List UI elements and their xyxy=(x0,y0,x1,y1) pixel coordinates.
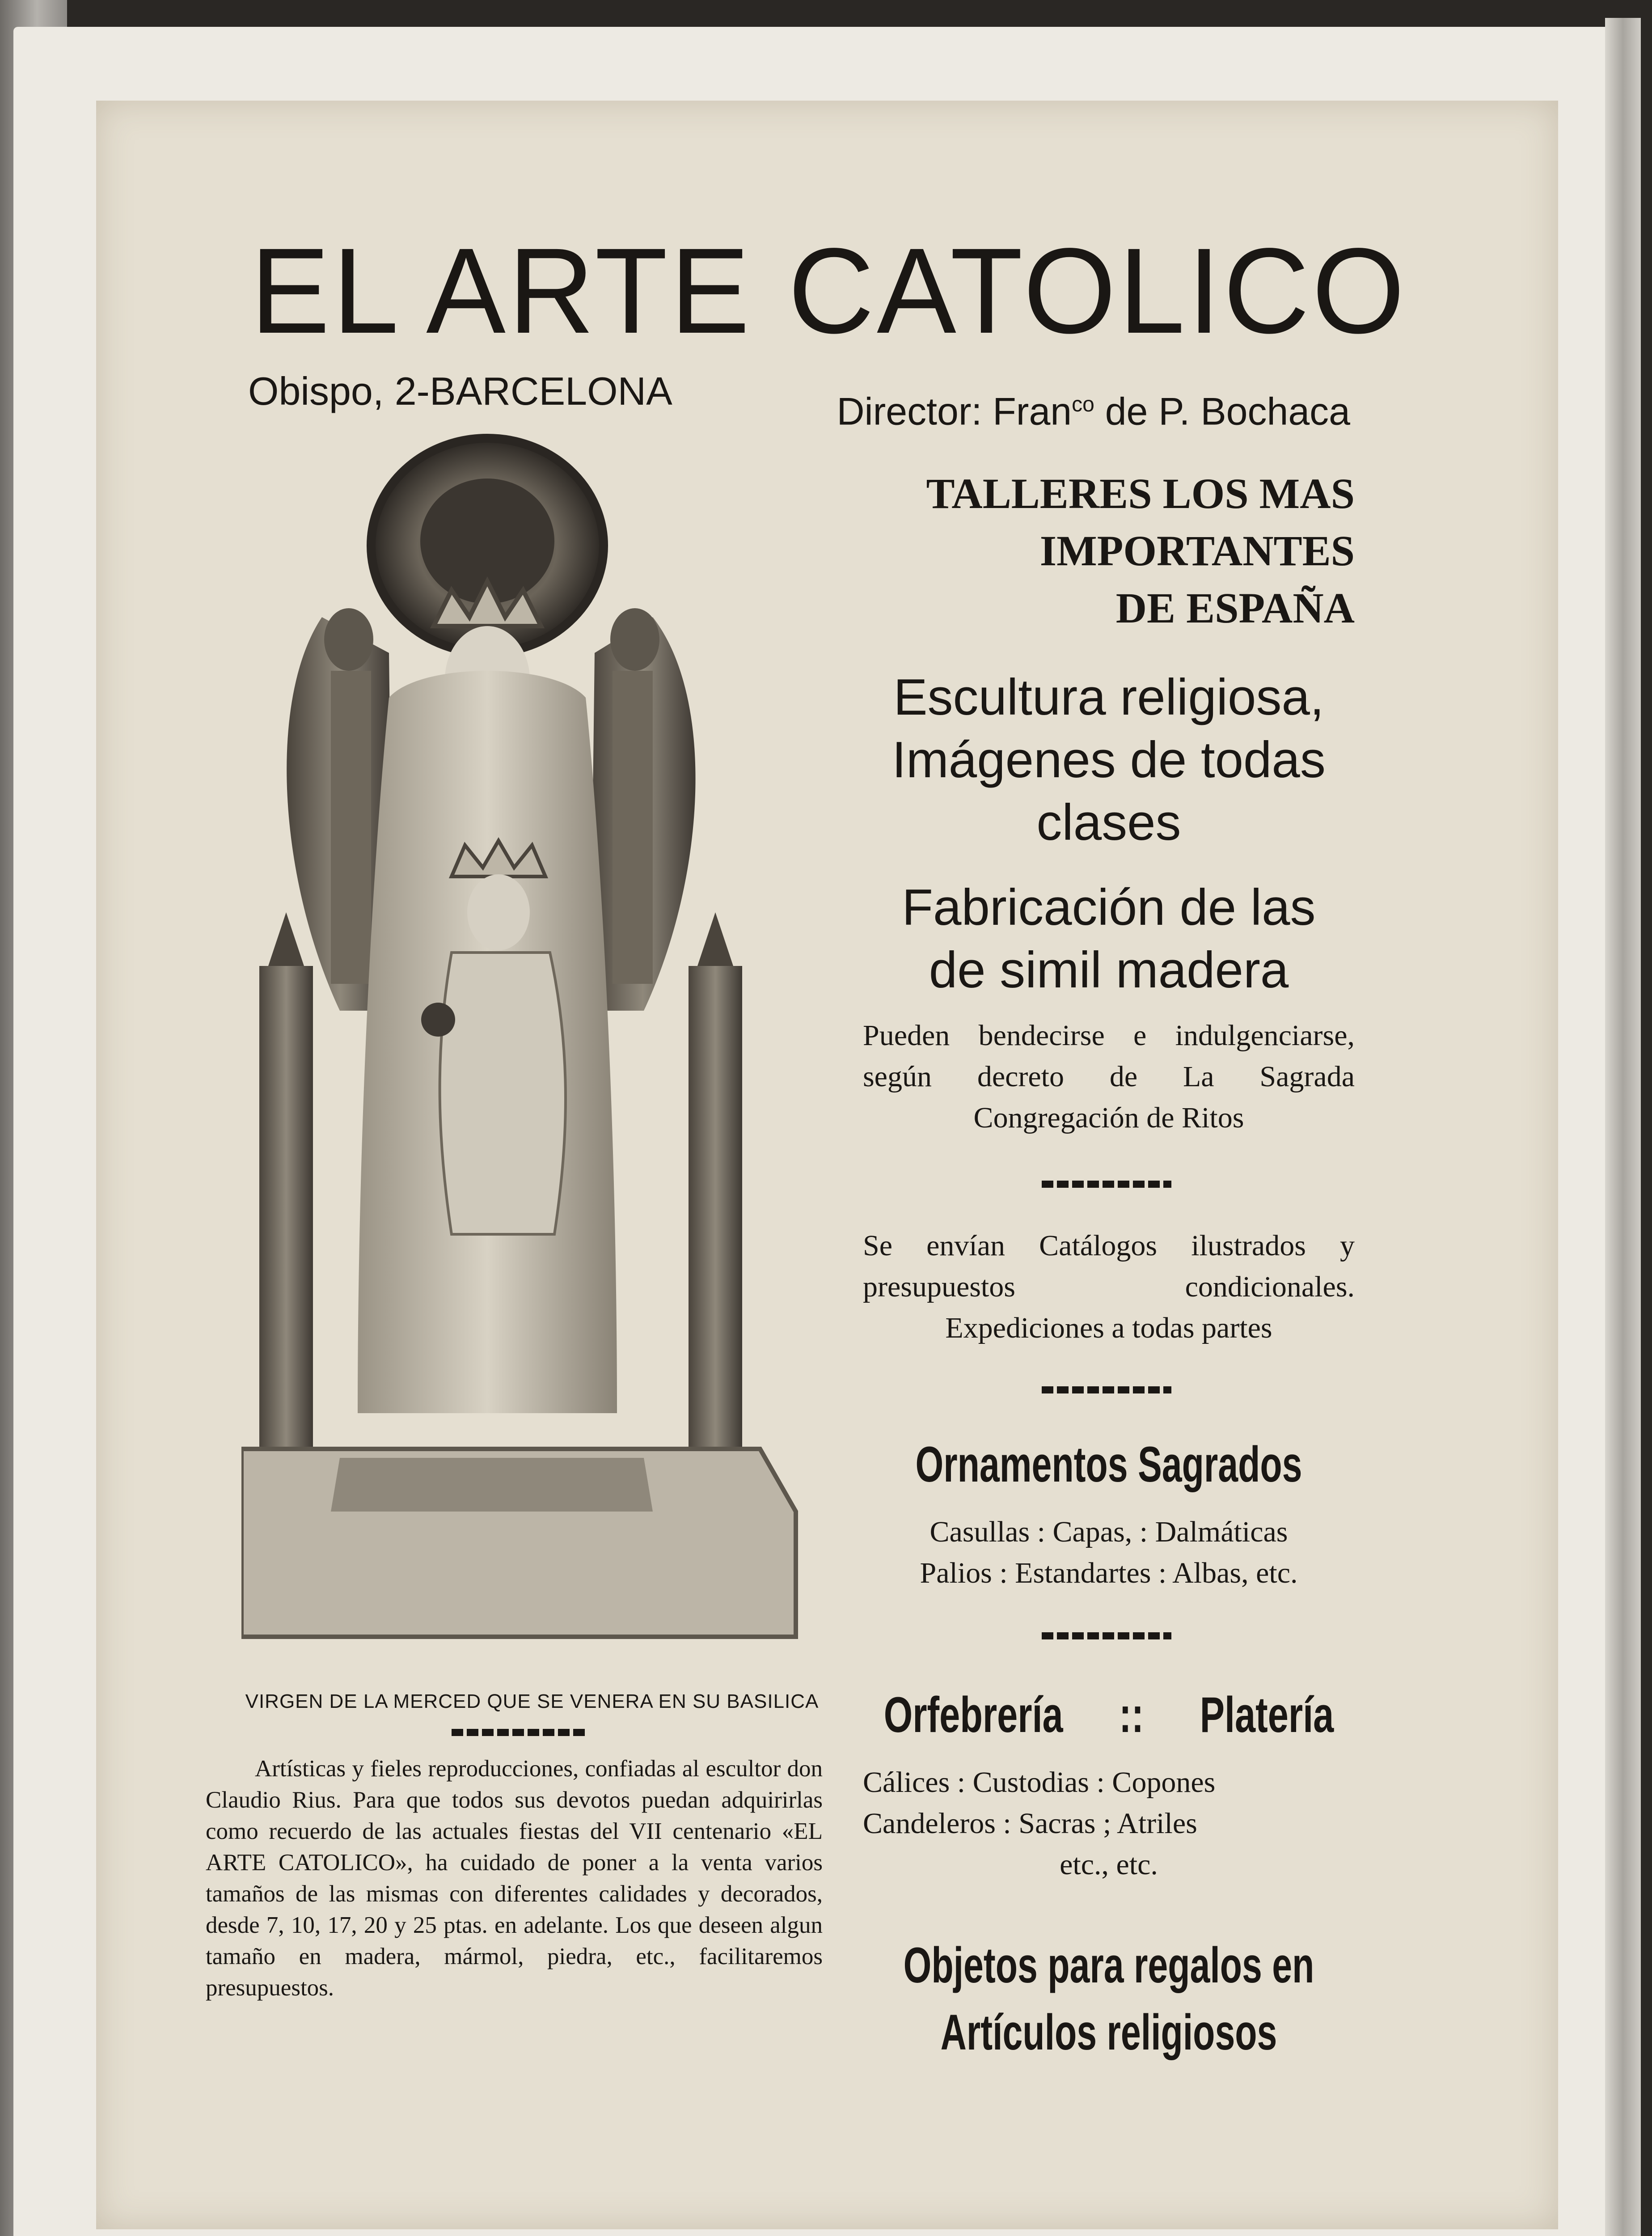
escultura-heading: Escultura religiosa, Imágenes de todas clases xyxy=(892,669,1326,851)
fabricacion-heading: Fabricación de las de simil madera xyxy=(902,879,1316,999)
indulgence-note: Pueden bendecirse e indulgenciarse, según decreto de La Sagrada Congregación de Ritos xyxy=(863,1019,1355,1134)
objetos-heading: Objetos para regalos en Artículos religiosos xyxy=(903,1937,1314,2060)
divider-rule xyxy=(452,1729,586,1736)
ornamentos-heading: Ornamentos Sagrados xyxy=(915,1436,1302,1492)
statue-caption: VIRGEN DE LA MERCED QUE SE VENERA EN SU BASILICA xyxy=(245,1690,819,1712)
page-stack-edge xyxy=(1605,18,1641,2236)
statue-description: Artísticas y fieles reproducciones, confiadas al escultor don Claudio Rius. Para que todos sus devotos puedan adquirirlas como recuerdo de las actuales fiestas del VII centenario «EL ARTE CATOLICO», ha cuidado de poner a la venta varios tamaños de las mismas con diferentes calidades y decorados, desde 7, 10, 17, 20 y 25 ptas. en adelante. Los que deseen algun tamaño en madera, mármol, piedra, etc., facilitaremos presupuestos. xyxy=(206,1756,823,2001)
orfebreria-list: Cálices : Custodias : Copones Candeleros : Sacras ; Atriles etc., etc. xyxy=(863,1766,1216,1881)
ornamentos-list: Casullas : Capas, : Dalmáticas Palios : Estandartes : Albas, etc. xyxy=(920,1516,1298,1589)
ad-title: EL ARTE CATOLICO xyxy=(250,223,1407,359)
catalog-note: Se envían Catálogos ilustrados y presupuestos condicionales. Expediciones a todas partes xyxy=(863,1229,1355,1344)
divider-rule xyxy=(1042,1386,1171,1393)
ad-address: Obispo, 2-BARCELONA xyxy=(248,369,672,413)
talleres-heading: TALLERES LOS MAS IMPORTANTES DE ESPAÑA xyxy=(926,470,1355,632)
virgin-statue-illustration xyxy=(241,429,867,1677)
ad-director: Director: Fran$^{co}$ de P. Bochaca xyxy=(837,390,1350,433)
orfebreria-heading: Orfebrería :: Platería xyxy=(883,1687,1334,1743)
divider-rule xyxy=(1042,1181,1171,1188)
divider-rule xyxy=(1042,1632,1171,1639)
